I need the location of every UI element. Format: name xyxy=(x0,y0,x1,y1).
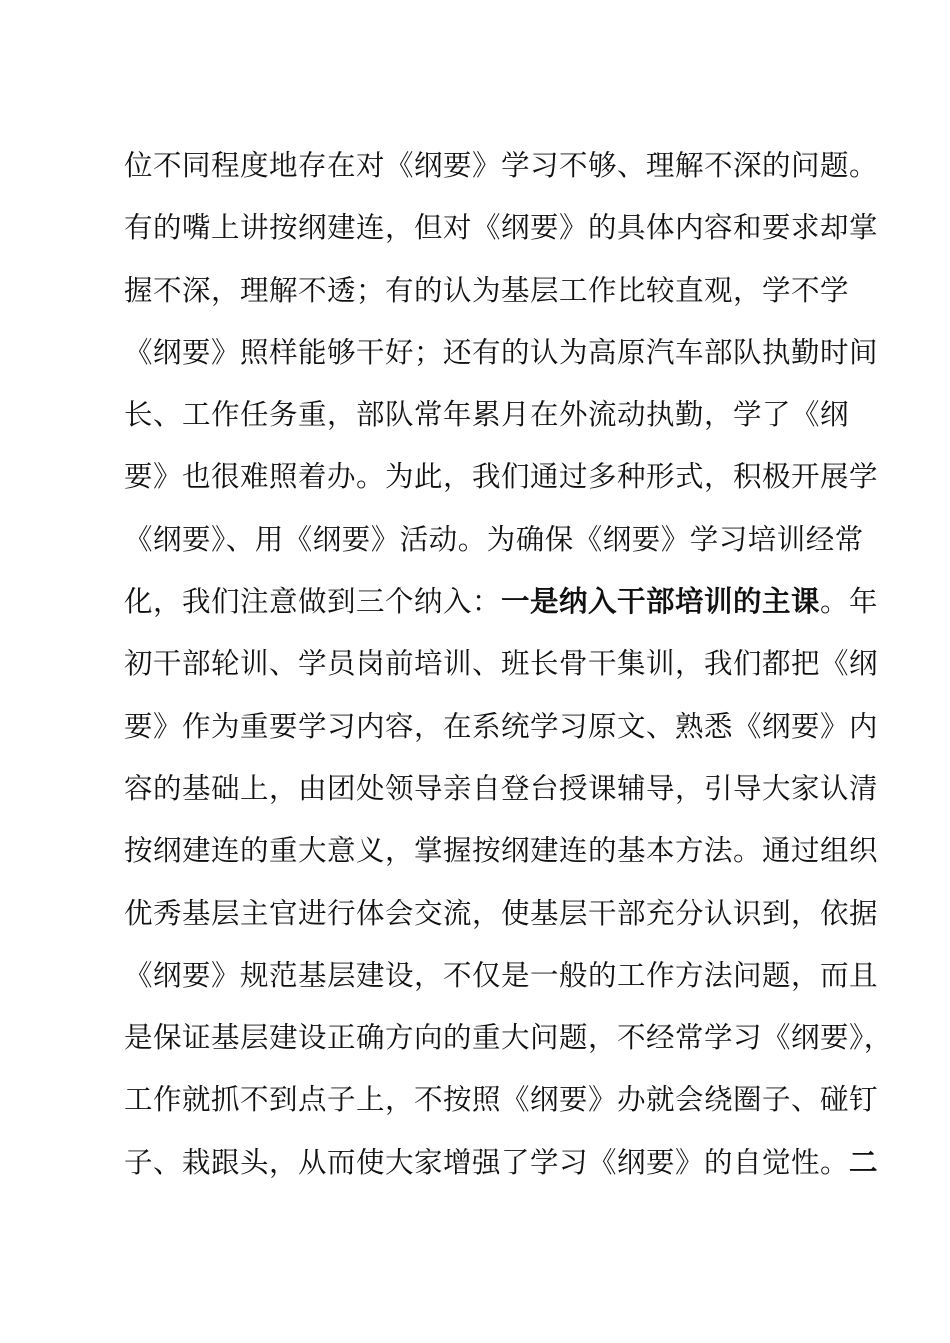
text-line xyxy=(124,1074,879,1136)
text-segment: 初干部轮训、学员岗前培训、班长骨干集训，我们都把《纲 xyxy=(124,647,879,681)
text-line xyxy=(124,1012,893,1074)
text-line xyxy=(124,763,879,825)
text-line xyxy=(124,451,879,513)
text-segment: 优秀基层主官进行体会交流，使基层干部充分认识到，依据 xyxy=(124,896,879,930)
text-line xyxy=(124,1137,879,1199)
text-segment: 长、工作任务重，部队常年累月在外流动执勤，学了《纲 xyxy=(124,398,850,432)
text-segment: 《纲要》规范基层建设，不仅是一般的工作方法问题，而且 xyxy=(124,958,879,992)
bold-text-segment: 二 xyxy=(849,1145,879,1179)
text-segment: 《纲要》、用《纲要》活动。为确保《纲要》学习培训经常 xyxy=(124,522,864,556)
text-segment: 是保证基层建设正确方向的重大问题，不经常学习《纲要》， xyxy=(124,1021,893,1055)
bold-text-segment: 一是纳入干部培训的主课 xyxy=(501,585,821,619)
text-line xyxy=(124,202,879,264)
text-segment: 《纲要》照样能够干好；还有的认为高原汽车部队执勤时间 xyxy=(124,335,879,369)
body-paragraph xyxy=(124,140,893,1199)
text-segment: 化，我们注意做到三个纳入： xyxy=(124,585,502,619)
text-line xyxy=(124,888,879,950)
text-line xyxy=(124,327,879,389)
text-segment: 要》作为重要学习内容，在系统学习原文、熟悉《纲要》内 xyxy=(124,709,879,743)
text-line xyxy=(124,950,879,1012)
text-segment: 容的基础上，由团处领导亲自登台授课辅导，引导大家认清 xyxy=(124,771,879,805)
text-segment: 工作就抓不到点子上，不按照《纲要》办就会绕圈子、碰钉 xyxy=(124,1083,879,1117)
text-line xyxy=(124,576,879,638)
text-line xyxy=(124,140,879,202)
text-line xyxy=(124,638,879,700)
text-segment: 有的嘴上讲按纲建连，但对《纲要》的具体内容和要求却掌 xyxy=(124,211,879,245)
text-line xyxy=(124,514,864,576)
text-segment: 握不深，理解不透；有的认为基层工作比较直观，学不学 xyxy=(124,273,850,307)
text-segment: 。年 xyxy=(820,585,879,619)
text-segment: 子、栽跟头，从而使大家增强了学习《纲要》的自觉性。 xyxy=(124,1145,850,1179)
text-line xyxy=(124,701,879,763)
text-line xyxy=(124,825,879,887)
text-segment: 按纲建连的重大意义，掌握按纲建连的基本方法。通过组织 xyxy=(124,834,879,868)
text-line xyxy=(124,265,864,327)
text-segment: 要》也很难照着办。为此，我们通过多种形式，积极开展学 xyxy=(124,460,879,494)
text-segment: 位不同程度地存在对《纲要》学习不够、理解不深的问题。 xyxy=(124,149,879,182)
text-line xyxy=(124,389,864,451)
